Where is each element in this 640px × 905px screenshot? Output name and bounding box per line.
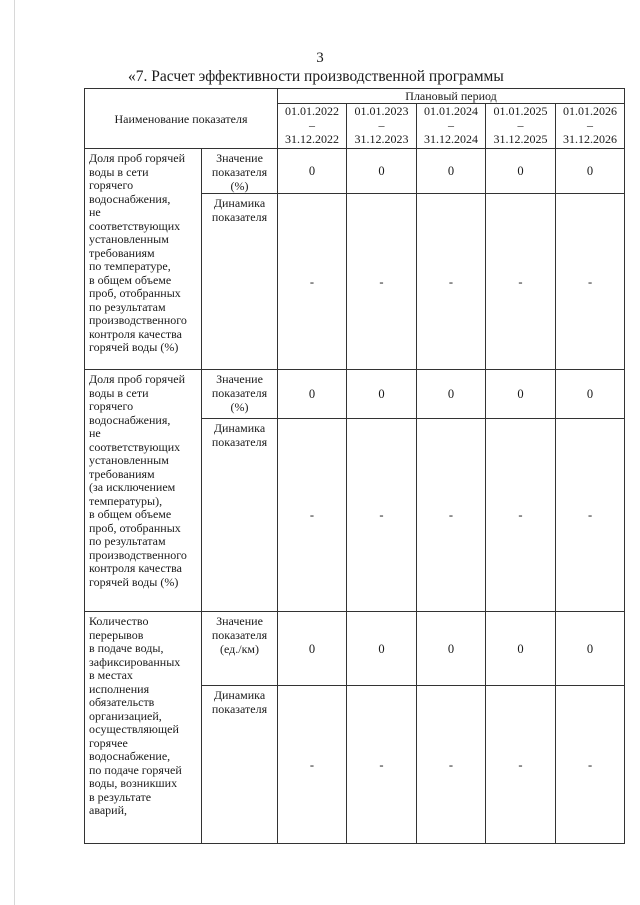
period-dash: –: [517, 118, 524, 132]
value-cell: 0: [556, 149, 625, 194]
dynamics-cell: -: [556, 194, 625, 370]
value-label-line: Значение: [216, 151, 263, 165]
dynamics-label: [202, 194, 278, 370]
value-cell: 0: [417, 370, 486, 419]
dynamics-label: [202, 686, 278, 844]
value-label: [202, 149, 278, 194]
value-label-line: показателя: [211, 165, 268, 179]
value-label: [202, 612, 278, 686]
dynamics-label-line: показателя: [211, 210, 268, 224]
planned-period-header: Плановый период: [278, 89, 625, 104]
dynamics-cell: -: [486, 419, 556, 612]
indicator-name: [85, 149, 202, 370]
period-header: [347, 104, 417, 149]
value-cell: 0: [486, 612, 556, 686]
dynamics-cell: -: [417, 419, 486, 612]
period-dash: –: [309, 118, 315, 132]
value-cell: 0: [486, 149, 556, 194]
period-dash: –: [587, 118, 594, 132]
value-label-line: Значение: [216, 372, 263, 386]
value-cell: 0: [278, 149, 347, 194]
value-cell: 0: [417, 149, 486, 194]
period-end: 31.12.2022: [285, 132, 339, 146]
value-label: [202, 370, 278, 419]
value-label-line: (%): [230, 400, 249, 414]
dynamics-label-line: Динамика: [213, 421, 266, 435]
dynamics-label-line: Динамика: [213, 688, 266, 702]
dynamics-cell: -: [278, 686, 347, 844]
value-label-line: Значение: [216, 614, 263, 628]
dynamics-cell: -: [347, 194, 417, 370]
period-dash: –: [378, 118, 385, 132]
period-start: 01.01.2025: [493, 104, 548, 118]
dynamics-label: [202, 419, 278, 612]
value-cell: 0: [347, 149, 417, 194]
dynamics-cell: -: [417, 686, 486, 844]
period-start: 01.01.2026: [563, 104, 618, 118]
value-label-line: показателя: [211, 386, 268, 400]
period-start: 01.01.2024: [424, 104, 478, 118]
period-start: 01.01.2023: [354, 104, 409, 118]
indicator-value-row: [85, 149, 625, 194]
period-end: 31.12.2024: [424, 132, 478, 146]
dynamics-cell: -: [347, 686, 417, 844]
period-header: [486, 104, 556, 149]
value-cell: 0: [486, 370, 556, 419]
page-number: 3: [316, 50, 324, 66]
value-label-line: (ед./км): [219, 642, 260, 656]
indicator-name-text: Количество перерывов в подаче воды, зафиксированных в местах исполнения обязательств организацией, осуществляющей горячее водоснабжение, по подаче горячей воды, возникших в результате аварий,: [89, 614, 182, 817]
indicator-name: [85, 370, 202, 612]
value-label-line: (%): [230, 179, 249, 193]
indicator-name-text: Доля проб горячей воды в сети горячего водоснабжения, не соответствующих установленным требованиям по температуре, в общем объеме проб, отобранных по результатам производственного контроля качества горячей воды (%): [89, 151, 187, 354]
page-edge-line: [14, 0, 15, 905]
dynamics-cell: -: [347, 419, 417, 612]
indicator-value-row: [85, 370, 625, 419]
indicator-name-header: Наименование показателя: [85, 89, 278, 149]
section-heading: «7. Расчет эффективности производственной программы: [128, 68, 504, 85]
efficiency-table: [84, 88, 625, 844]
dynamics-label-line: показателя: [211, 702, 268, 716]
period-header: [417, 104, 486, 149]
period-end: 31.12.2025: [493, 132, 548, 146]
value-label-line: показателя: [211, 628, 268, 642]
dynamics-cell: -: [556, 686, 625, 844]
value-cell: 0: [556, 370, 625, 419]
period-end: 31.12.2026: [563, 132, 618, 146]
dynamics-label-line: Динамика: [213, 196, 266, 210]
period-start: 01.01.2022: [285, 104, 339, 118]
period-header: [556, 104, 625, 149]
dynamics-cell: -: [278, 194, 347, 370]
indicator-value-row: [85, 612, 625, 686]
indicator-name-text: Доля проб горячей воды в сети горячего водоснабжения, не соответствующих установленным требованиям (за исключением температуры), в общем объеме проб, отобранных по результатам производственного контроля качества горячей воды (%): [89, 372, 187, 589]
value-cell: 0: [417, 612, 486, 686]
indicator-name: [85, 612, 202, 844]
dynamics-cell: -: [486, 194, 556, 370]
dynamics-cell: -: [417, 194, 486, 370]
dynamics-cell: -: [486, 686, 556, 844]
value-cell: 0: [347, 370, 417, 419]
period-end: 31.12.2023: [354, 132, 409, 146]
value-cell: 0: [278, 370, 347, 419]
dynamics-cell: -: [278, 419, 347, 612]
dynamics-label-line: показателя: [211, 435, 268, 449]
value-cell: 0: [347, 612, 417, 686]
period-dash: –: [448, 118, 454, 132]
value-cell: 0: [556, 612, 625, 686]
value-cell: 0: [278, 612, 347, 686]
period-header: [278, 104, 347, 149]
dynamics-cell: -: [556, 419, 625, 612]
